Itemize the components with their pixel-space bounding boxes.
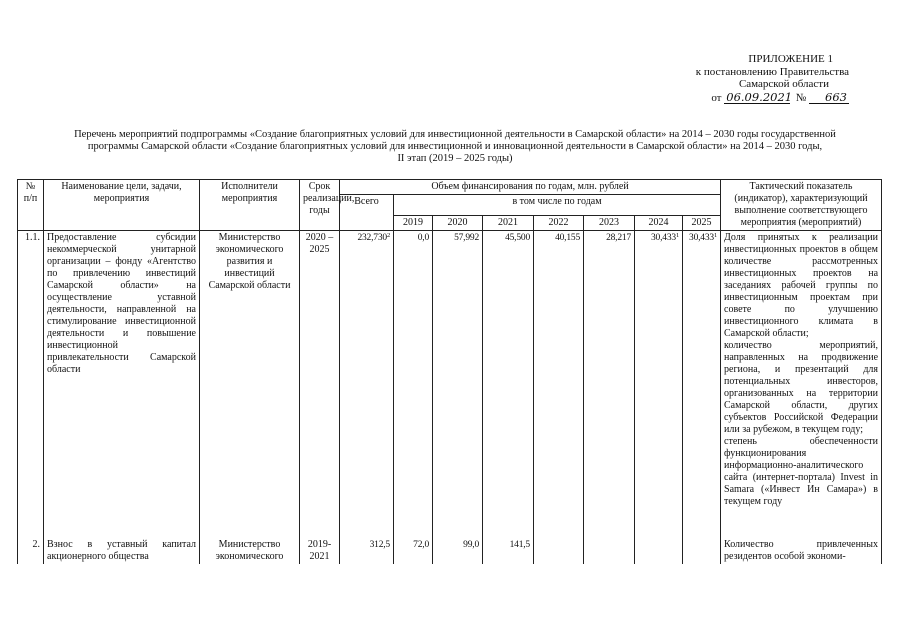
indicator-item: Доля принятых к реализации инвестиционных проектов в общем количестве рассмотренных инвестиционных проектов на заседаниях рабочей группы по инвестиционным проектам при совете по улучшению инвестиционного климата в Самарской области;	[724, 232, 879, 339]
header-year: 2025	[683, 216, 721, 231]
row-term: 2020 – 2025	[300, 231, 340, 539]
header-year: 2022	[534, 216, 584, 231]
row-num: 1.1.	[18, 231, 44, 539]
year-footnote: 1	[713, 232, 718, 239]
title-line-3: II этап (2019 – 2025 годы)	[397, 153, 513, 164]
indicator-item: Количество привлеченных резидентов особой экономи-	[724, 539, 879, 562]
row-year-value: 141,5	[483, 538, 534, 564]
number-prefix: №	[795, 91, 807, 104]
row-term: 2019-2021	[300, 538, 340, 564]
row-year-value	[635, 538, 683, 564]
appendix-block	[696, 53, 849, 104]
title-line-1: Перечень мероприятий подпрограммы «Создание благоприятных условий для инвестиционной деятельности в Самарской области» на 2014 – 2030 годы государственной	[74, 129, 836, 140]
header-year: 2019	[394, 216, 433, 231]
date-prefix: от	[711, 91, 722, 104]
header-num: № п/п	[18, 180, 44, 231]
row-name: Предоставление субсидии некоммерческой унитарной организации – фонду «Агентство по привлечению инвестиций Самарской области» на осуществление уставной деятельности, направленной на стимулирование инвестиционной деятельности и повышение инвестиционной привлекательности Самарской области	[44, 231, 200, 539]
row-year-value: 99,0	[433, 538, 483, 564]
row-indicator	[721, 231, 882, 539]
year-footnote: 1	[675, 232, 679, 239]
decree-number: 663	[809, 92, 849, 104]
header-year: 2023	[584, 216, 635, 231]
appendix-date-line	[696, 89, 849, 105]
header-total: Всего	[340, 195, 394, 231]
table-row	[18, 231, 882, 539]
row-year-value: 40,155	[534, 231, 584, 539]
row-executor: Министерство экономического развития и инвестиций Самарской области	[200, 231, 300, 539]
header-term: Срок реализации, годы	[300, 180, 340, 231]
row-executor: Министерство экономического	[200, 538, 300, 564]
total-footnote: 2	[386, 232, 390, 239]
row-year-value	[584, 538, 635, 564]
table-row	[18, 538, 882, 564]
row-year-value: 57,992	[433, 231, 483, 539]
header-year: 2021	[483, 216, 534, 231]
row-year-value: 30,433$^1$	[683, 231, 721, 539]
measures-table	[17, 179, 882, 564]
appendix-decree: к постановлению Правительства	[695, 65, 849, 78]
header-funding: Объем финансирования по годам, млн. рублей	[340, 180, 721, 195]
header-executor: Исполнители мероприятия	[200, 180, 300, 231]
header-indicator: Тактический показатель (индикатор), характеризующий выполнение соответствующего мероприятия (мероприятий)	[721, 180, 882, 231]
indicator-item: количество мероприятий, направленных на продвижение региона, и презентаций для потенциальных инвесторов, организованных на территории Самарской области, других субъектов Российской Федерации или за рубежом, в текущем году;	[724, 340, 879, 435]
row-year-value	[683, 538, 721, 564]
row-year-value: 72,0	[394, 538, 433, 564]
row-num: 2.	[18, 538, 44, 564]
header-name: Наименование цели, задачи, мероприятия	[44, 180, 200, 231]
row-total: 312,5	[340, 538, 394, 564]
total-value: 232,730	[357, 233, 387, 243]
row-indicator	[721, 538, 882, 564]
indicator-item: степень обеспеченности функционирования информационно-аналитического сайта (интернет-портала) Invest in Samara («Инвест Ин Самара») в текущем году	[724, 436, 879, 507]
title-line-2: программы Самарской области «Создание благоприятных условий для инвестиционной и инновационной деятельности в Самарской области» на 2014 – 2030 годы,	[87, 141, 823, 152]
appendix-heading: ПРИЛОЖЕНИЕ 1	[748, 53, 833, 65]
header-by-years: в том числе по годам	[394, 195, 721, 216]
row-name: Взнос в уставный капитал акционерного общества	[44, 538, 200, 564]
row-year-value	[534, 538, 584, 564]
row-year-value: 0,0	[394, 231, 433, 539]
header-year: 2020	[433, 216, 483, 231]
row-total	[340, 231, 394, 539]
row-year-value: 45,500	[483, 231, 534, 539]
document-title	[30, 129, 880, 165]
row-year-value: 28,217	[584, 231, 635, 539]
header-year: 2024	[635, 216, 683, 231]
decree-date: 06.09.2021	[726, 89, 793, 104]
appendix-region: Самарской области	[738, 78, 829, 90]
row-year-value: 30,433$^1$	[635, 231, 683, 539]
